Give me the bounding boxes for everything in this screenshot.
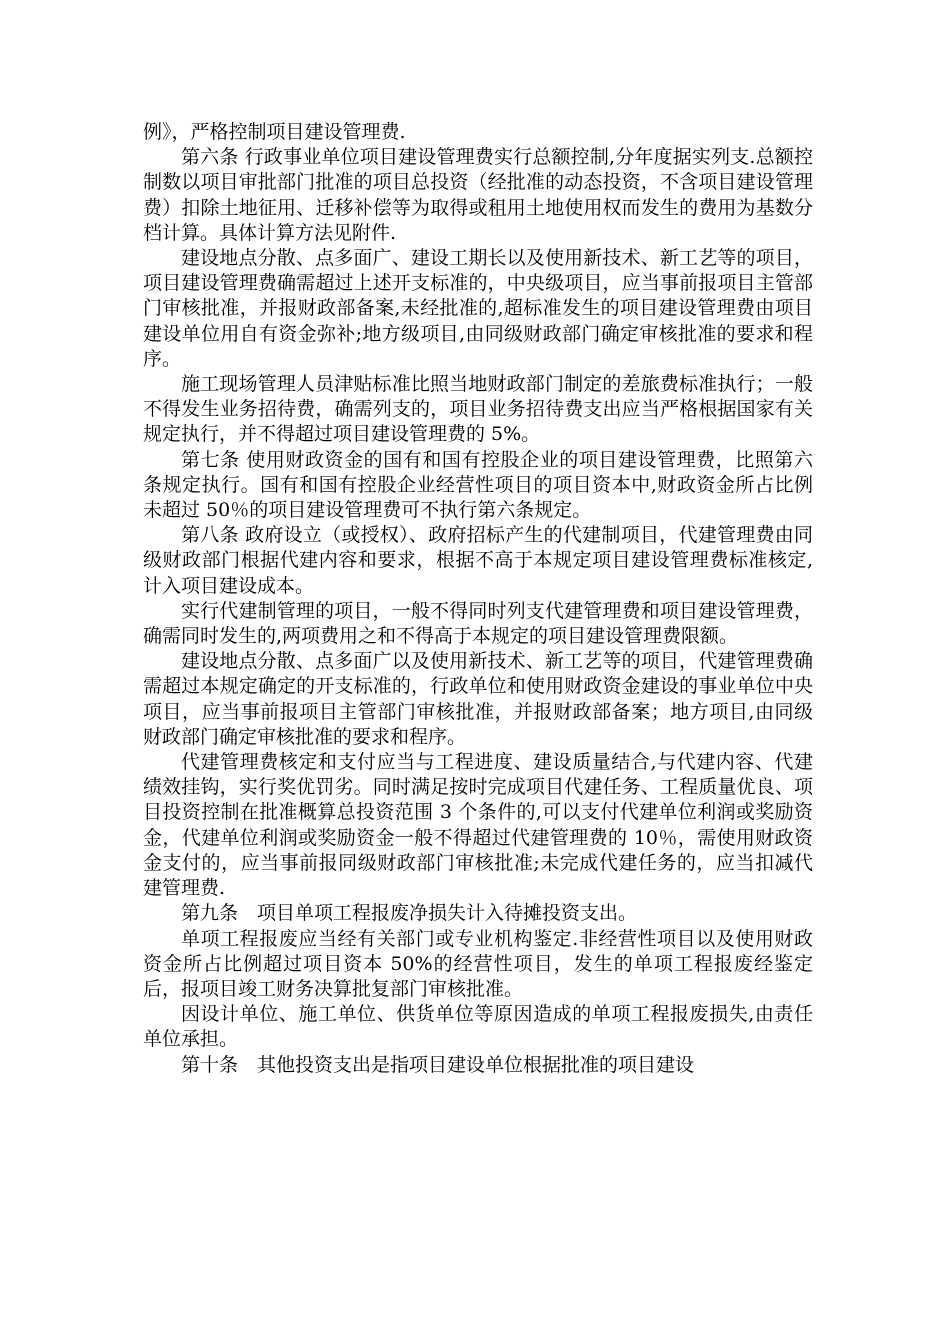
paragraph-article-8: 第八条 政府设立（或授权）、政府招标产生的代建制项目，代建管理费由同级财政部门根据代建内容和要求，根据不高于本规定项目建设管理费标准核定,计入项目建设成本。 (143, 524, 813, 597)
paragraph-article-6-allowance: 施工现场管理人员津贴标准比照当地财政部门制定的差旅费标准执行；一般不得发生业务招待费，确需列支的，项目业务招待费支出应当严格根据国家有关规定执行，并不得超过项目建设管理费的 5%。 (143, 373, 813, 446)
paragraph-article-7: 第七条 使用财政资金的国有和国有控股企业的项目建设管理费，比照第六条规定执行。国有和国有控股企业经营性项目的项目资本中,财政资金所占比例未超过 50％的项目建设管理费可不执行第六条规定。 (143, 448, 813, 522)
paragraph-article-9-appraisal: 单项工程报废应当经有关部门或专业机构鉴定.非经营性项目以及使用财政资金所占比例超过项目资本 50%的经营性项目，发生的单项工程报废经鉴定后，报项目竣工财务决算批复部门审核批准。 (143, 927, 813, 1000)
paragraph-continuation: 例》，严格控制项目建设管理费. (143, 121, 406, 143)
paragraph-article-9-liability: 因设计单位、施工单位、供货单位等原因造成的单项工程报废损失,由责任单位承担。 (143, 1003, 813, 1051)
paragraph-article-8-payment: 代建管理费核定和支付应当与工程进度、建设质量结合,与代建内容、代建绩效挂钩，实行奖优罚劣。同时满足按时完成项目代建任务、工程质量优良、项目投资控制在批准概算总投资范围 3 个条件的,可以支付代建单位利润或奖励资金，代建单位利润或奖励资金一般不得超过代建管理费的 10％，需使用财政资金支付的，应当事前报同级财政部门审核批准;未完成代建任务的，应当扣减代建管理费. (143, 751, 813, 900)
document-body (143, 120, 813, 1078)
paragraph-article-8-limit: 实行代建制管理的项目，一般不得同时列支代建管理费和项目建设管理费，确需同时发生的,两项费用之和不得高于本规定的项目建设管理费限额。 (143, 599, 813, 648)
paragraph-article-8-exceed: 建设地点分散、点多面广以及使用新技术、新工艺等的项目，代建管理费确需超过本规定确定的开支标准的，行政单位和使用财政资金建设的事业单位中央项目，应当事前报项目主管部门审核批准，并报财政部备案；地方项目,由同级财政部门确定审核批准的要求和程序。 (143, 650, 813, 748)
paragraph-article-6-exceed: 建设地点分散、点多面广、建设工期长以及使用新技术、新工艺等的项目，项目建设管理费确需超过上述开支标准的，中央级项目，应当事前报项目主管部门审核批准，并报财政部备案,未经批准的,超标准发生的项目建设管理费由项目建设单位用自有资金弥补;地方级项目,由同级财政部门确定审核批准的要求和程序。 (143, 247, 813, 370)
paragraph-article-9: 第九条 项目单项工程报废净损失计入待摊投资支出。 (181, 902, 638, 925)
paragraph-article-10: 第十条 其他投资支出是指项目建设单位根据批准的项目建设 (181, 1053, 695, 1076)
paragraph-article-6: 第六条 行政事业单位项目建设管理费实行总额控制,分年度据实列支.总额控制数以项目审批部门批准的项目总投资（经批准的动态投资，不含项目建设管理费）扣除土地征用、迁移补偿等为取得或租用土地使用权而发生的费用为基数分档计算。具体计算方法见附件. (143, 146, 813, 244)
